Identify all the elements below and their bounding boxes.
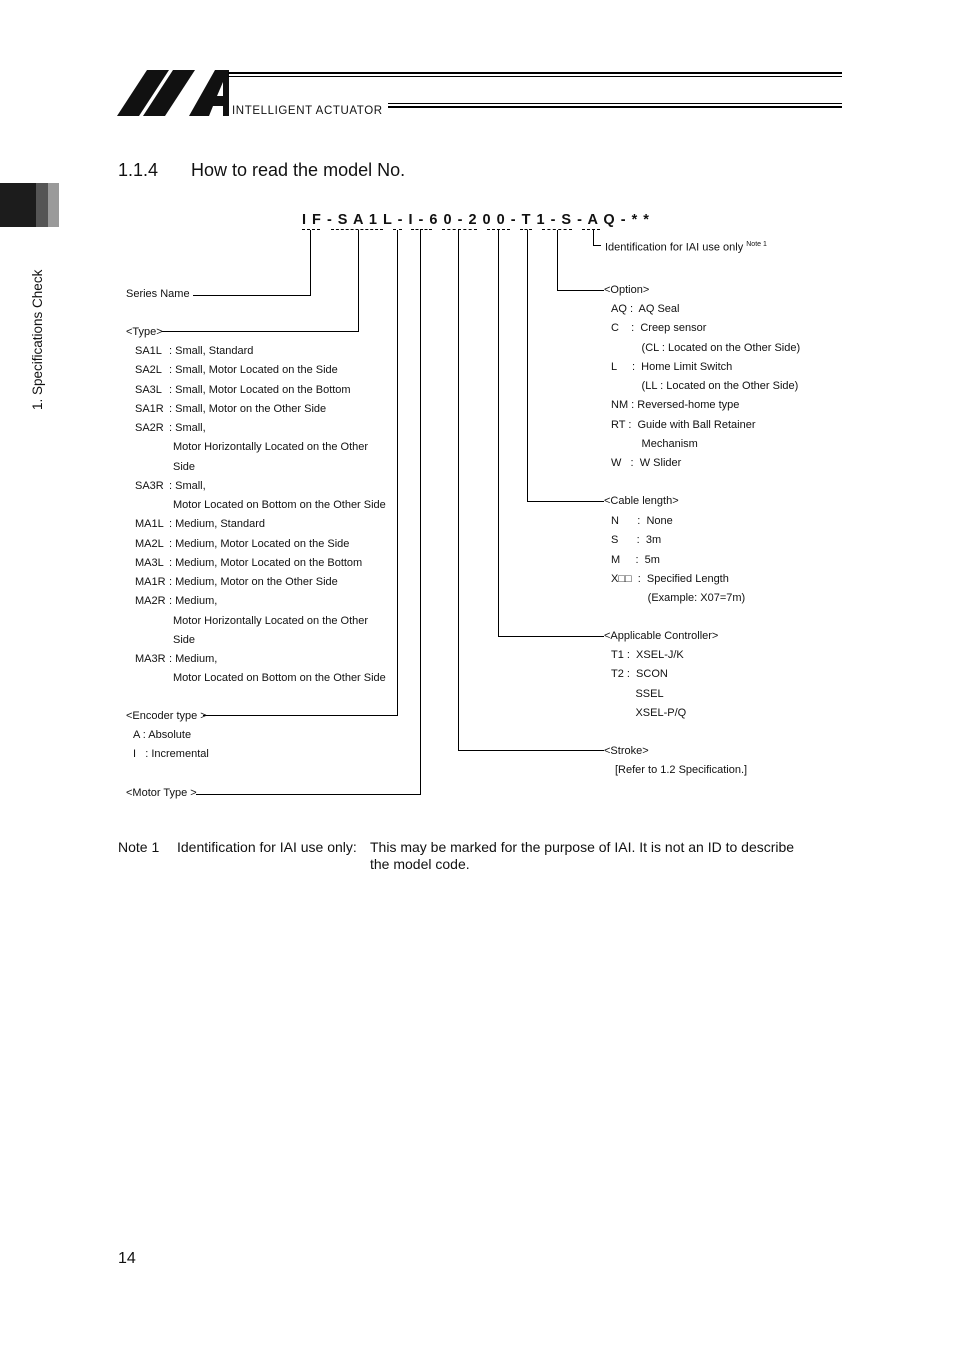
leader-line [527, 501, 604, 502]
type-list [135, 344, 386, 691]
type-code: SA1L [135, 345, 162, 357]
list-item: S : 3m [611, 534, 662, 547]
type-desc: Motor Located on Bottom on the Other Side [173, 499, 386, 511]
section-number: 1.1.4 [118, 160, 159, 180]
footnote-text-line2: the model code. [370, 856, 470, 872]
segment-underline [331, 229, 383, 230]
cable-header: <Cable length> [604, 495, 679, 507]
header-rule-top2 [228, 76, 842, 77]
company-logo [117, 68, 232, 118]
type-desc: : Medium, [169, 653, 218, 665]
header-rule-mid [388, 103, 842, 104]
list-item: C : Creep sensor [611, 322, 707, 335]
type-desc: : Small, Motor on the Other Side [169, 402, 327, 415]
segment-underline [302, 229, 320, 230]
list-item [135, 556, 386, 575]
controller-header: <Applicable Controller> [604, 630, 719, 642]
list-item [135, 575, 386, 594]
page-number: 14 [118, 1250, 136, 1267]
stroke-header: <Stroke> [604, 745, 649, 757]
list-item [135, 517, 386, 536]
list-item [135, 671, 386, 690]
type-desc: : Medium, Motor Located on the Side [169, 537, 350, 550]
type-code: MA1R [135, 576, 166, 588]
type-desc: Side [173, 460, 196, 473]
list-item: SSEL [611, 687, 664, 700]
list-item: N : None [611, 515, 673, 527]
type-code: MA2L [135, 537, 164, 550]
encoder-header: <Encoder type > [126, 710, 207, 722]
list-item: (CL : Located on the Other Side) [611, 341, 801, 354]
type-code: MA2R [135, 595, 166, 608]
type-desc: : Small, Motor Located on the Side [169, 364, 338, 377]
list-item [135, 421, 386, 440]
list-item: XSEL-P/Q [611, 706, 687, 719]
leader-line [193, 295, 311, 296]
type-desc: : Small, Motor Located on the Bottom [169, 383, 351, 396]
footnote-term: Identification for IAI use only: [177, 839, 357, 855]
list-item [135, 363, 386, 382]
type-desc: : Small, [169, 479, 206, 492]
leader-line [310, 230, 311, 296]
type-desc: Motor Horizontally Located on the Other [173, 441, 369, 454]
brand-name: INTELLIGENT ACTUATOR [232, 105, 383, 117]
segment-underline [442, 229, 477, 230]
type-desc: Side [173, 633, 196, 646]
type-desc: : Small, Standard [169, 345, 254, 357]
list-item [135, 440, 386, 459]
type-code: SA2R [135, 422, 164, 434]
list-item [135, 614, 386, 633]
list-item: L : Home Limit Switch [611, 360, 733, 373]
list-item: RT : Guide with Ball Retainer [611, 418, 756, 431]
leader-line [162, 331, 359, 332]
type-code: SA3R [135, 479, 164, 492]
leader-line [557, 290, 604, 291]
list-item: W : W Slider [611, 457, 682, 469]
list-item [135, 594, 386, 613]
header-rule-mid2 [388, 106, 842, 108]
list-item [135, 383, 386, 402]
list-item: NM : Reversed-home type [611, 399, 740, 412]
encoder-absolute: A : Absolute [133, 729, 192, 741]
list-item: Mechanism [611, 437, 698, 450]
leader-line [557, 230, 558, 291]
type-code: SA3L [135, 383, 162, 396]
leader-line [527, 230, 528, 502]
leader-line [196, 794, 421, 795]
type-desc: : Medium, Motor Located on the Bottom [169, 556, 363, 569]
list-item: T1 : XSEL-J/K [611, 649, 684, 661]
type-desc: : Small, [169, 422, 206, 434]
leader-line [593, 230, 594, 246]
footnote-label: Note 1 [118, 839, 160, 855]
leader-line [498, 230, 499, 637]
type-code: MA3L [135, 556, 164, 569]
leader-line [203, 715, 398, 716]
option-list [611, 302, 800, 475]
iai-id-label [605, 238, 767, 255]
list-item: (Example: X07=7m) [611, 592, 746, 604]
list-item: AQ : AQ Seal [611, 303, 680, 315]
model-code: I F - S A 1 L - I - 6 0 - 2 0 0 - T 1 - S - A Q - * * [302, 212, 650, 228]
list-item [135, 537, 386, 556]
series-name-label: Series Name [126, 288, 190, 300]
header-rule-top [228, 72, 842, 74]
list-item [135, 460, 386, 479]
type-header: <Type> [126, 326, 163, 338]
type-code: MA3R [135, 653, 166, 665]
list-item: T2 : SCON [611, 668, 668, 681]
segment-underline [582, 229, 600, 230]
leader-line [358, 230, 359, 332]
segment-underline [520, 229, 532, 230]
list-item [135, 344, 386, 363]
type-desc: Motor Horizontally Located on the Other [173, 614, 369, 627]
list-item: (LL : Located on the Other Side) [611, 380, 799, 392]
leader-line [458, 750, 604, 751]
leader-line [593, 245, 601, 246]
leader-line [458, 230, 459, 751]
list-item [135, 633, 386, 652]
type-desc: : Medium, Motor on the Other Side [169, 576, 338, 588]
list-item: X□□ : Specified Length [611, 572, 729, 585]
iai-id-text: Identification for IAI use only [605, 241, 744, 254]
leader-line [420, 230, 421, 795]
type-desc: : Medium, [169, 595, 218, 608]
type-code: SA2L [135, 364, 162, 377]
side-tab [0, 183, 59, 227]
encoder-incremental: I : Incremental [133, 748, 209, 760]
type-code: SA1R [135, 402, 164, 415]
leader-line [498, 636, 604, 637]
option-header: <Option> [604, 284, 650, 296]
list-item [135, 402, 386, 421]
list-item [135, 498, 386, 517]
type-desc: Motor Located on Bottom on the Other Side [173, 672, 386, 685]
controller-list [611, 648, 686, 725]
type-desc: : Medium, Standard [169, 518, 265, 531]
list-item: M : 5m [611, 553, 660, 566]
type-code: MA1L [135, 518, 164, 531]
note-ref: Note 1 [746, 241, 767, 248]
footnote-text-line1: This may be marked for the purpose of IAI. It is not an ID to describe [370, 839, 795, 855]
list-item [135, 479, 386, 498]
stroke-reference: [Refer to 1.2 Specification.] [615, 764, 748, 776]
segment-underline [411, 229, 432, 230]
section-title: How to read the model No. [191, 160, 406, 180]
cable-list [611, 514, 745, 610]
list-item [135, 652, 386, 671]
leader-line [397, 230, 398, 716]
side-tab-label: 1. Specifications Check [30, 269, 45, 410]
motor-type-header: <Motor Type > [126, 787, 197, 799]
